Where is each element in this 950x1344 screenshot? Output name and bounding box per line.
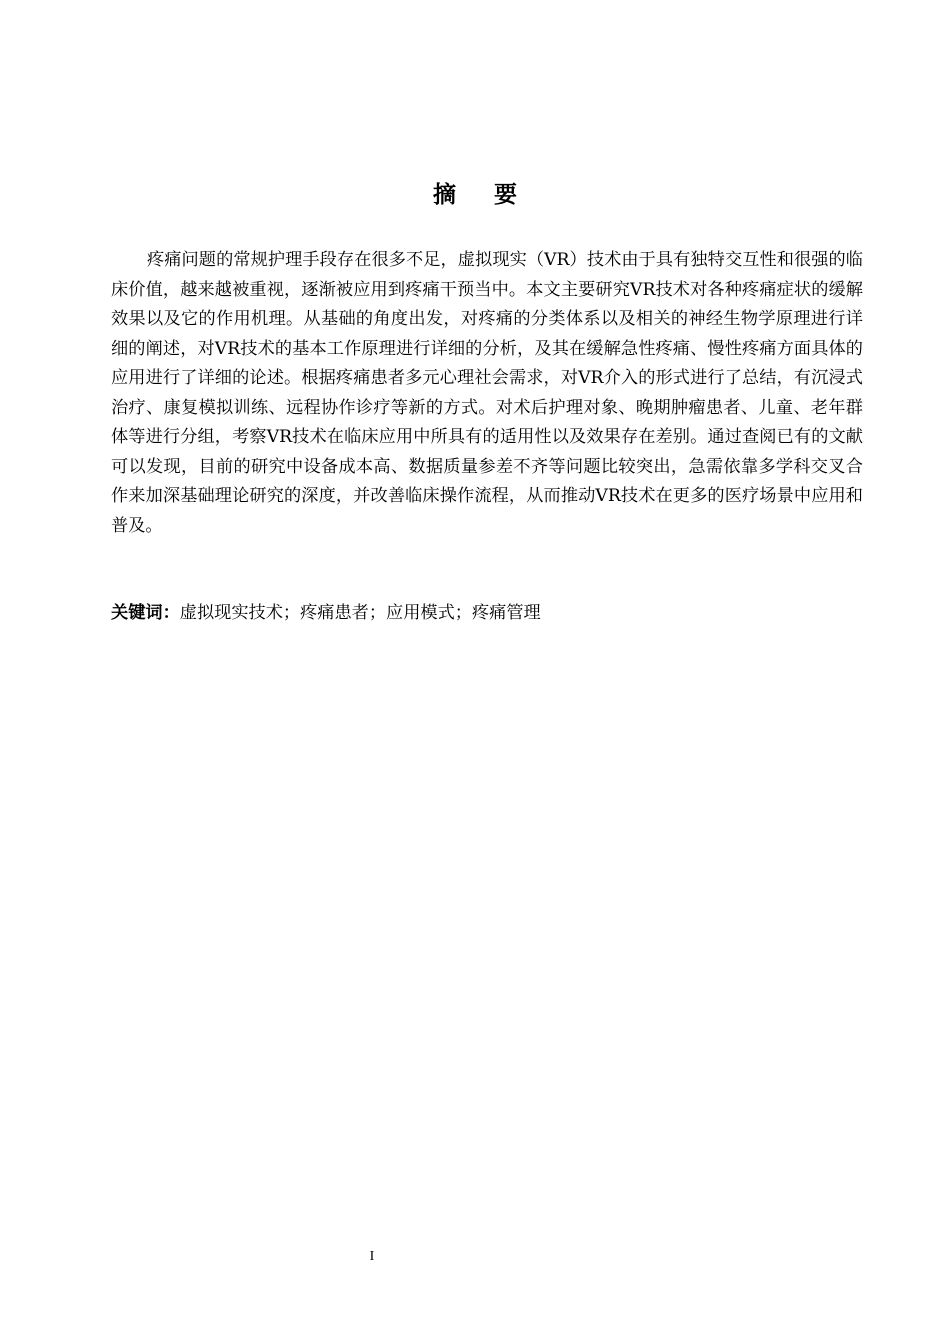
- abstract-paragraph: 疼痛问题的常规护理手段存在很多不足，虚拟现实（VR）技术由于具有独特交互性和很强的临床价值，越来越被重视，逐渐被应用到疼痛干预当中。本文主要研究VR技术对各种疼痛症状的缓解效果以及它的作用机理。从基础的角度出发，对疼痛的分类体系以及相关的神经生物学原理进行详细的阐述，对VR技术的基本工作原理进行详细的分析，及其在缓解急性疼痛、慢性疼痛方面具体的应用进行了详细的论述。根据疼痛患者多元心理社会需求，对VR介入的形式进行了总结，有沉浸式治疗、康复模拟训练、远程协作诊疗等新的方式。对术后护理对象、晚期肿瘤患者、儿童、老年群体等进行分组，考察VR技术在临床应用中所具有的适用性以及效果存在差别。通过查阅已有的文献可以发现，目前的研究中设备成本高、数据质量参差不齐等问题比较突出，急需依靠多学科交叉合作来加深基础理论研究的深度，并改善临床操作流程，从而推动VR技术在更多的医疗场景中应用和普及。: [111, 250, 863, 536]
- page-number: I: [369, 1249, 375, 1264]
- keywords-label: 关键词：: [111, 603, 180, 623]
- keywords-text: 虚拟现实技术；疼痛患者；应用模式；疼痛管理: [179, 603, 541, 623]
- page-title: 摘要: [433, 182, 555, 208]
- keywords-line: [111, 599, 863, 628]
